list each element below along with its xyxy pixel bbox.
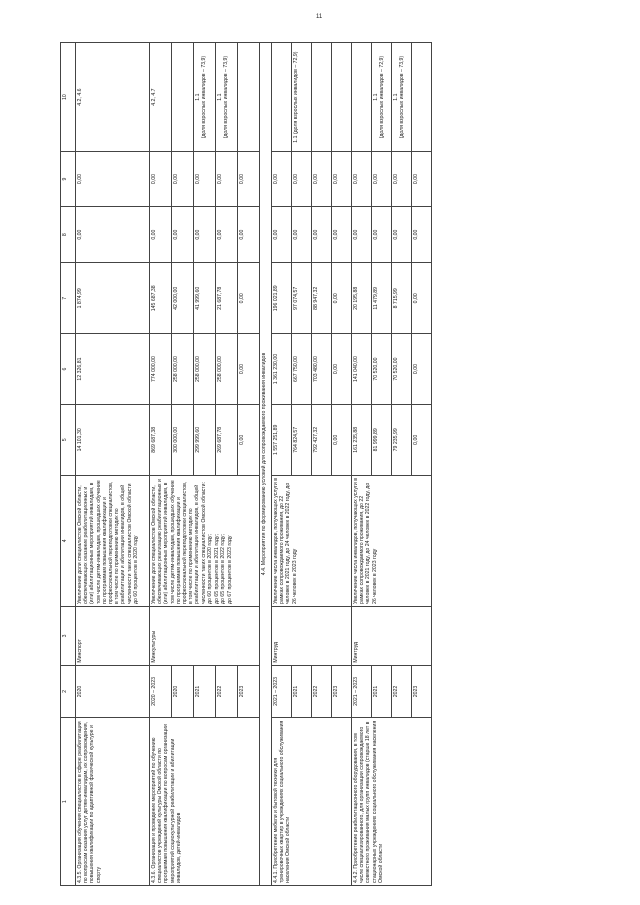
value-cell: 0,00 — [332, 263, 352, 334]
value-cell: 0,00 — [332, 206, 352, 263]
measure-name: 4.3.6. Организация и проведение мероприятий по обучению специалистов учреждений культуры Омской области по программам повышения квалификации по вопросам организации мероприятий социокультурной реабилитации и абилитации инвалидов, детей-инвалидов — [150, 718, 260, 886]
ref-note: (доля взрослых инвалидов – 73,9) — [399, 55, 406, 139]
ref-cell: 1.1 (доля взрослых инвалидов – 72,9) — [292, 43, 312, 152]
header-cell: 3 — [61, 607, 76, 666]
year-cell: 2021 – 2023 — [272, 665, 292, 718]
value-cell: 0,00 — [76, 206, 150, 263]
year-cell: 2020 – 2023 — [150, 665, 172, 718]
year-cell: 2023 — [412, 665, 432, 718]
indicator-cell: Увеличение числа инвалидов, получающих услуги в рамках сопровождаемого проживания, до 22 человек в 2021 году, до 24 человек в 2022 году, до 26 человек в 2023 году — [272, 475, 352, 606]
ref-note: 1.1 — [373, 93, 379, 101]
executor-cell: Минтруд — [352, 607, 432, 666]
value-cell: 0,00 — [332, 334, 352, 405]
value-cell: 81 999,89 — [372, 404, 392, 475]
table-row — [76, 43, 150, 886]
header-cell: 10 — [61, 43, 76, 152]
measure-name: 4.4.2. Приобретение реабилитационного оборудования, в том числе специализированного, для организации сопровождаемого совместного проживания малых групп инвалидов (старше 18 лет в стационарных учреждениях социального обслуживания населения Омской области — [352, 718, 432, 886]
value-cell: 0,00 — [238, 206, 260, 263]
header-cell: 8 — [61, 206, 76, 263]
executor-cell: Минспорт — [76, 607, 150, 666]
value-cell: 0,00 — [292, 152, 312, 207]
ref-cell: 4.2, 4.7 — [150, 43, 172, 152]
indicator-year: до 65 процентов в 2022 году; — [220, 534, 227, 605]
indicator-year: до 60 процентов в 2020 году; — [206, 534, 213, 605]
ref-note: (доля взрослых инвалидов – 73,9) — [201, 55, 208, 139]
value-cell: 0,00 — [332, 404, 352, 475]
ref-note: 1.1 — [195, 93, 201, 101]
value-cell: 0,00 — [312, 206, 332, 263]
ref-cell — [272, 43, 292, 152]
year-cell: 2023 — [332, 665, 352, 718]
year-cell: 2021 — [194, 665, 216, 718]
value-cell: 1 557 251,89 — [272, 404, 292, 475]
header-cell: 1 — [61, 718, 76, 886]
header-cell: 5 — [61, 404, 76, 475]
year-cell: 2020 — [172, 665, 194, 718]
header-cell: 6 — [61, 334, 76, 405]
value-cell: 667 750,00 — [292, 334, 312, 405]
header-row — [61, 43, 76, 886]
ref-note: 1.1 — [217, 93, 223, 101]
value-cell: 269 687,78 — [216, 404, 238, 475]
value-cell: 161 235,88 — [352, 404, 372, 475]
ref-note: 1.1 — [393, 93, 399, 101]
program-table — [60, 42, 432, 886]
ref-cell — [332, 43, 352, 152]
value-cell: 258 000,00 — [172, 334, 194, 405]
value-cell: 0,00 — [238, 334, 260, 405]
value-cell: 258 000,00 — [216, 334, 238, 405]
value-cell: 300 000,00 — [172, 404, 194, 475]
value-cell: 0,00 — [392, 152, 412, 207]
value-cell: 11 479,89 — [372, 263, 392, 334]
value-cell: 41 999,60 — [194, 263, 216, 334]
value-cell: 0,00 — [292, 206, 312, 263]
section-heading: 4.4. Мероприятия по формированию условий для сопровождаемого проживания инвалидов — [260, 43, 272, 886]
value-cell: 0,00 — [392, 206, 412, 263]
indicator-year: до 67 процентов в 2023 году — [226, 535, 233, 605]
ref-cell — [238, 43, 260, 152]
ref-cell: 4.2, 4.6 — [76, 43, 150, 152]
value-cell: 70 520,00 — [392, 334, 412, 405]
value-cell: 0,00 — [172, 152, 194, 207]
year-cell: 2021 — [372, 665, 392, 718]
value-cell: 14 101,30 — [76, 404, 150, 475]
value-cell: 0,00 — [150, 152, 172, 207]
ref-cell — [216, 43, 238, 152]
value-cell: 0,00 — [412, 334, 432, 405]
ref-cell — [312, 43, 332, 152]
value-cell: 764 824,57 — [292, 404, 312, 475]
value-cell: 42 000,00 — [172, 263, 194, 334]
value-cell: 20 195,88 — [352, 263, 372, 334]
value-cell: 0,00 — [194, 206, 216, 263]
year-cell: 2021 – 2023 — [352, 665, 372, 718]
table-row — [352, 43, 372, 886]
indicator-year: до 65 процентов в 2021 году; — [213, 534, 220, 605]
value-cell: 299 999,60 — [194, 404, 216, 475]
measure-name: 4.4.1. Приобретение мебели и бытовой техники для тренировочных квартир в учреждениях социального обслуживания населения Омской области — [272, 718, 352, 886]
value-cell: 145 687,38 — [150, 263, 172, 334]
value-cell: 97 074,57 — [292, 263, 312, 334]
ref-cell — [172, 43, 194, 152]
ref-note: (доля взрослых инвалидов – 72,9) — [379, 55, 386, 139]
value-cell: 0,00 — [352, 152, 372, 207]
rotated-page — [60, 42, 600, 886]
value-cell: 258 000,00 — [194, 334, 216, 405]
measure-name: 4.3.5. Организация обучения специалистов в сфере реабилитации по вопросам оказания услуг детям-инвалидам, их сопровождения, повышения квалификации по адаптивной физической культуре и спорту — [76, 718, 150, 886]
value-cell: 774 000,00 — [150, 334, 172, 405]
indicator-cell: Увеличение доли специалистов Омской области, обеспечивающих оказание реабилитационных и (или) абилитационных мероприятий инвалидам, в том числе детям-инвалидам, прошедших обучение по программам повышения квалификации и профессиональной переподготовки специалистов, в том числе по применению методик по реабилитации и абилитации инвалидов, в общей численности таких специалистов Омской области до 60 процентов в 2020 году — [76, 475, 150, 606]
ref-cell — [372, 43, 392, 152]
header-cell: 4 — [61, 475, 76, 606]
indicator-text: Увеличение доли специалистов Омской области, обеспечивающих реализацию реабилитационных и (или) абилитационных мероприятий инвалидам, в том числе детям-инвалидам, прошедших обучение по программам повышения квалификации и профессиональной переподготовки специалистов, в том числе по применению методик по реабилитации и абилитации инвалидов, в общей численности таких специалистов Омской области: — [151, 479, 207, 605]
ref-cell — [352, 43, 372, 152]
table-row — [150, 43, 172, 886]
value-cell: 0,00 — [272, 152, 292, 207]
value-cell: 0,00 — [216, 152, 238, 207]
year-cell: 2020 — [76, 665, 150, 718]
value-cell: 0,00 — [76, 152, 150, 207]
year-cell: 2022 — [312, 665, 332, 718]
value-cell: 79 235,99 — [392, 404, 412, 475]
header-cell: 2 — [61, 665, 76, 718]
year-cell: 2022 — [216, 665, 238, 718]
value-cell: 0,00 — [412, 152, 432, 207]
value-cell: 141 040,00 — [352, 334, 372, 405]
ref-cell — [194, 43, 216, 152]
value-cell: 1 874,99 — [76, 263, 150, 334]
value-cell: 0,00 — [272, 206, 292, 263]
value-cell: 196 021,89 — [272, 263, 292, 334]
value-cell: 869 687,38 — [150, 404, 172, 475]
value-cell: 0,00 — [372, 152, 392, 207]
value-cell: 0,00 — [238, 152, 260, 207]
value-cell: 0,00 — [412, 404, 432, 475]
value-cell: 21 687,78 — [216, 263, 238, 334]
value-cell: 0,00 — [238, 404, 260, 475]
value-cell: 703 480,00 — [312, 334, 332, 405]
header-cell: 7 — [61, 263, 76, 334]
value-cell: 12 326,81 — [76, 334, 150, 405]
ref-note: (доля взрослых инвалидов – 73,9) — [223, 55, 230, 139]
value-cell: 0,00 — [332, 152, 352, 207]
year-cell: 2023 — [238, 665, 260, 718]
ref-cell — [412, 43, 432, 152]
table-row — [272, 43, 292, 886]
value-cell: 0,00 — [372, 206, 392, 263]
value-cell: 8 715,99 — [392, 263, 412, 334]
rotated-table-container — [60, 42, 600, 886]
value-cell: 0,00 — [216, 206, 238, 263]
value-cell: 1 361 230,00 — [272, 334, 292, 405]
value-cell: 0,00 — [238, 263, 260, 334]
value-cell: 0,00 — [312, 152, 332, 207]
indicator-cell: Увеличение числа инвалидов, получающих услуги в рамках сопровождаемого проживания, до 22 человек в 2021 году, до 24 человек в 2022 году, до 26 человек в 2023 году — [352, 475, 432, 606]
executor-cell: Минкультуры — [150, 607, 260, 666]
value-cell: 0,00 — [194, 152, 216, 207]
section-row — [260, 43, 272, 886]
value-cell: 792 427,32 — [312, 404, 332, 475]
indicator-cell — [150, 475, 260, 606]
year-cell: 2022 — [392, 665, 412, 718]
executor-cell: Минтруд — [272, 607, 352, 666]
value-cell: 0,00 — [412, 206, 432, 263]
ref-cell — [392, 43, 412, 152]
value-cell: 0,00 — [352, 206, 372, 263]
value-cell: 70 520,00 — [372, 334, 392, 405]
year-cell: 2021 — [292, 665, 312, 718]
value-cell: 0,00 — [172, 206, 194, 263]
value-cell: 0,00 — [412, 263, 432, 334]
page-number: 11 — [316, 14, 323, 20]
header-cell: 9 — [61, 152, 76, 207]
value-cell: 0,00 — [150, 206, 172, 263]
value-cell: 88 947,32 — [312, 263, 332, 334]
